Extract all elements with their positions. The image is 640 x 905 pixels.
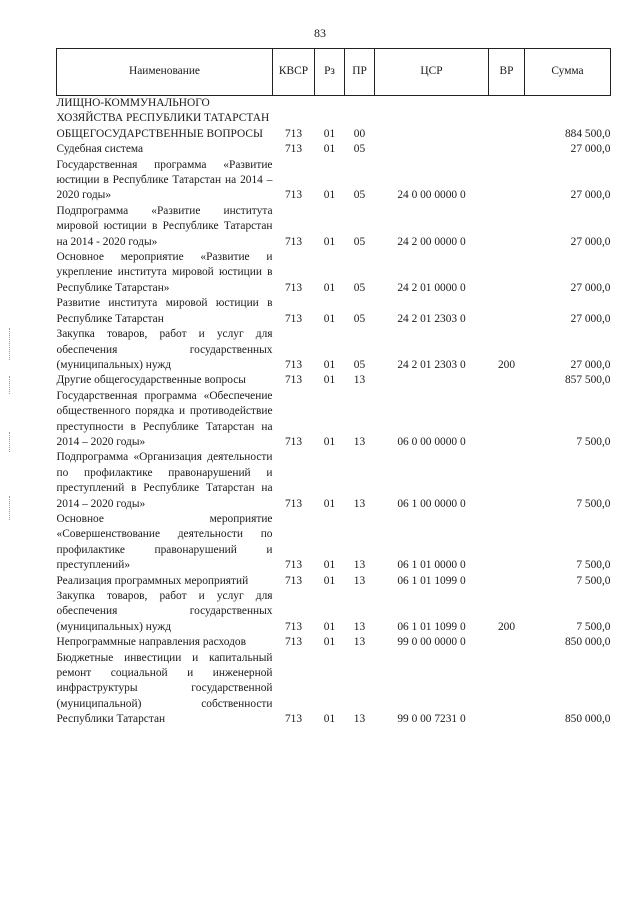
margin-dots <box>9 376 12 394</box>
cell-rz <box>315 96 345 127</box>
table-row <box>57 96 611 127</box>
cell-pr: 13 <box>353 636 366 649</box>
cell-sum: 850 000,0 <box>564 636 611 649</box>
cell-pr: 13 <box>353 574 366 587</box>
margin-dots <box>9 496 12 520</box>
cell-name: Основное мероприятие «Совершенствование деятельности по профилактике правонарушений и преступлений» <box>56 512 273 572</box>
table-row <box>57 574 611 589</box>
cell-rz: 01 <box>323 235 336 248</box>
cell-csr: 24 2 00 0000 0 <box>397 235 466 248</box>
cell-csr: 24 2 01 0000 0 <box>397 281 466 294</box>
cell-kvsr: 713 <box>284 636 303 649</box>
cell-vr <box>489 96 525 127</box>
cell-name: Основное мероприятие «Развитие и укрепление института мировой юстиции в Республике Татарстан» <box>56 251 273 294</box>
cell-kvsr: 713 <box>284 574 303 587</box>
cell-vr: 200 <box>497 358 516 371</box>
table-row <box>57 296 611 327</box>
margin-dots <box>9 328 12 360</box>
cell-kvsr: 713 <box>284 189 303 202</box>
cell-rz: 01 <box>323 358 336 371</box>
cell-csr: 24 2 01 2303 0 <box>397 312 466 325</box>
cell-kvsr: 713 <box>284 358 303 371</box>
cell-kvsr: 713 <box>284 374 303 387</box>
cell-sum: 27 000,0 <box>570 312 611 325</box>
cell-sum: 27 000,0 <box>570 143 611 156</box>
cell-vr: 200 <box>497 620 516 633</box>
table-row <box>57 389 611 451</box>
cell-rz: 01 <box>323 127 336 140</box>
cell-rz: 01 <box>323 374 336 387</box>
cell-vr <box>489 204 525 250</box>
table-row <box>57 589 611 635</box>
table-row <box>57 250 611 296</box>
cell-sum <box>525 96 611 127</box>
header-rz: Рз <box>315 49 345 96</box>
cell-csr: 24 2 01 2303 0 <box>397 358 466 371</box>
cell-rz: 01 <box>323 636 336 649</box>
cell-rz: 01 <box>323 143 336 156</box>
budget-table <box>56 48 611 728</box>
cell-sum: 27 000,0 <box>570 358 611 371</box>
cell-name: Подпрограмма «Развитие института мировой юстиции в Республике Татарстан на 2014 - 2020 годы» <box>56 204 273 248</box>
cell-pr: 05 <box>353 189 366 202</box>
cell-name: Другие общегосударственные вопросы <box>56 374 246 387</box>
cell-vr <box>489 574 525 589</box>
cell-name: Бюджетные инвестиции и капитальный ремонт социальной и инженерной инфраструктуры государственной (муниципальной) собственности Республики Татарстан <box>56 651 273 726</box>
table-row <box>57 158 611 204</box>
cell-pr: 13 <box>353 435 366 448</box>
cell-kvsr: 713 <box>284 143 303 156</box>
cell-csr: 06 0 00 0000 0 <box>397 435 466 448</box>
cell-rz: 01 <box>323 189 336 202</box>
header-csr: ЦСР <box>375 49 489 96</box>
table-row <box>57 204 611 250</box>
cell-pr <box>345 96 375 127</box>
cell-pr: 13 <box>353 713 366 726</box>
cell-name: Развитие института мировой юстиции в Республике Татарстан <box>56 297 273 325</box>
cell-sum: 7 500,0 <box>576 559 611 572</box>
cell-pr: 05 <box>353 358 366 371</box>
table-row <box>57 127 611 142</box>
page-number: 83 <box>314 26 326 40</box>
table-row <box>57 635 611 650</box>
cell-sum: 7 500,0 <box>576 574 611 587</box>
cell-sum: 850 000,0 <box>564 713 611 726</box>
table-row <box>57 450 611 512</box>
cell-sum: 27 000,0 <box>570 281 611 294</box>
cell-kvsr <box>273 96 315 127</box>
cell-name: Государственная программа «Развитие юстиции в Республике Татарстан на 2014 – 2020 годы» <box>56 158 273 202</box>
cell-pr: 13 <box>353 559 366 572</box>
table-row <box>57 651 611 728</box>
header-name: Наименование <box>57 49 273 96</box>
cell-name: Судебная система <box>56 143 144 156</box>
cell-vr <box>489 512 525 574</box>
cell-name: ОБЩЕГОСУДАРСТВЕННЫЕ ВОПРОСЫ <box>56 127 263 140</box>
table-row <box>57 142 611 157</box>
cell-name: ЛИЩНО-КОММУНАЛЬНОГО ХОЗЯЙСТВА РЕСПУБЛИКИ ТАТАРСТАН <box>56 97 270 125</box>
table-header-row <box>57 49 611 96</box>
cell-sum: 27 000,0 <box>570 235 611 248</box>
header-vr: ВР <box>489 49 525 96</box>
header-pr: ПР <box>345 49 375 96</box>
cell-sum: 7 500,0 <box>576 435 611 448</box>
cell-sum: 7 500,0 <box>576 497 611 510</box>
cell-csr: 99 0 00 0000 0 <box>397 636 466 649</box>
cell-name: Реализация программных мероприятий <box>56 574 249 587</box>
cell-vr <box>489 250 525 296</box>
cell-csr: 06 1 01 1099 0 <box>397 620 466 633</box>
cell-kvsr: 713 <box>284 281 303 294</box>
cell-sum: 884 500,0 <box>564 127 611 140</box>
cell-csr: 24 0 00 0000 0 <box>397 189 466 202</box>
table-row <box>57 512 611 574</box>
cell-pr: 05 <box>353 281 366 294</box>
cell-vr <box>489 142 525 157</box>
cell-rz: 01 <box>323 497 336 510</box>
cell-name: Закупка товаров, работ и услуг для обеспечения государственных (муниципальных) нужд <box>56 328 273 371</box>
cell-name: Подпрограмма «Организация деятельности по профилактике правонарушений и преступлений в Республике Татарстан на 2014 – 2020 годы» <box>56 451 273 510</box>
cell-vr <box>489 450 525 512</box>
cell-kvsr: 713 <box>284 127 303 140</box>
cell-name: Государственная программа «Обеспечение общественного порядка и противодействие преступности в Республике Татарстан на 2014 – 2020 годы» <box>56 389 273 448</box>
cell-pr: 13 <box>353 620 366 633</box>
cell-kvsr: 713 <box>284 620 303 633</box>
cell-rz: 01 <box>323 713 336 726</box>
cell-pr: 05 <box>353 312 366 325</box>
cell-name: Закупка товаров, работ и услуг для обеспечения государственных (муниципальных) нужд <box>56 590 273 633</box>
cell-csr: 06 1 00 0000 0 <box>397 497 466 510</box>
cell-pr: 13 <box>353 374 366 387</box>
cell-pr: 00 <box>353 127 366 140</box>
cell-kvsr: 713 <box>284 559 303 572</box>
header-sum: Сумма <box>525 49 611 96</box>
table-row <box>57 373 611 388</box>
cell-sum: 857 500,0 <box>564 374 611 387</box>
cell-kvsr: 713 <box>284 497 303 510</box>
cell-rz: 01 <box>323 281 336 294</box>
cell-name: Непрограммные направления расходов <box>56 636 247 649</box>
cell-kvsr: 713 <box>284 713 303 726</box>
cell-vr <box>489 373 525 388</box>
cell-rz: 01 <box>323 620 336 633</box>
cell-sum: 27 000,0 <box>570 189 611 202</box>
cell-vr <box>489 158 525 204</box>
cell-csr <box>375 127 489 142</box>
cell-csr: 06 1 01 0000 0 <box>397 559 466 572</box>
cell-sum: 7 500,0 <box>576 620 611 633</box>
header-kvsr: КВСР <box>273 49 315 96</box>
cell-csr: 99 0 00 7231 0 <box>397 713 466 726</box>
cell-csr <box>375 142 489 157</box>
table-row <box>57 327 611 373</box>
margin-dots <box>9 432 12 452</box>
cell-vr <box>489 296 525 327</box>
cell-kvsr: 713 <box>284 435 303 448</box>
cell-rz: 01 <box>323 435 336 448</box>
cell-kvsr: 713 <box>284 235 303 248</box>
cell-rz: 01 <box>323 574 336 587</box>
cell-kvsr: 713 <box>284 312 303 325</box>
cell-vr <box>489 389 525 451</box>
cell-pr: 13 <box>353 497 366 510</box>
cell-rz: 01 <box>323 312 336 325</box>
cell-csr <box>375 373 489 388</box>
cell-csr <box>375 96 489 127</box>
cell-csr: 06 1 01 1099 0 <box>397 574 466 587</box>
cell-pr: 05 <box>353 143 366 156</box>
cell-pr: 05 <box>353 235 366 248</box>
cell-vr <box>489 127 525 142</box>
cell-vr <box>489 651 525 728</box>
cell-rz: 01 <box>323 559 336 572</box>
cell-vr <box>489 635 525 650</box>
